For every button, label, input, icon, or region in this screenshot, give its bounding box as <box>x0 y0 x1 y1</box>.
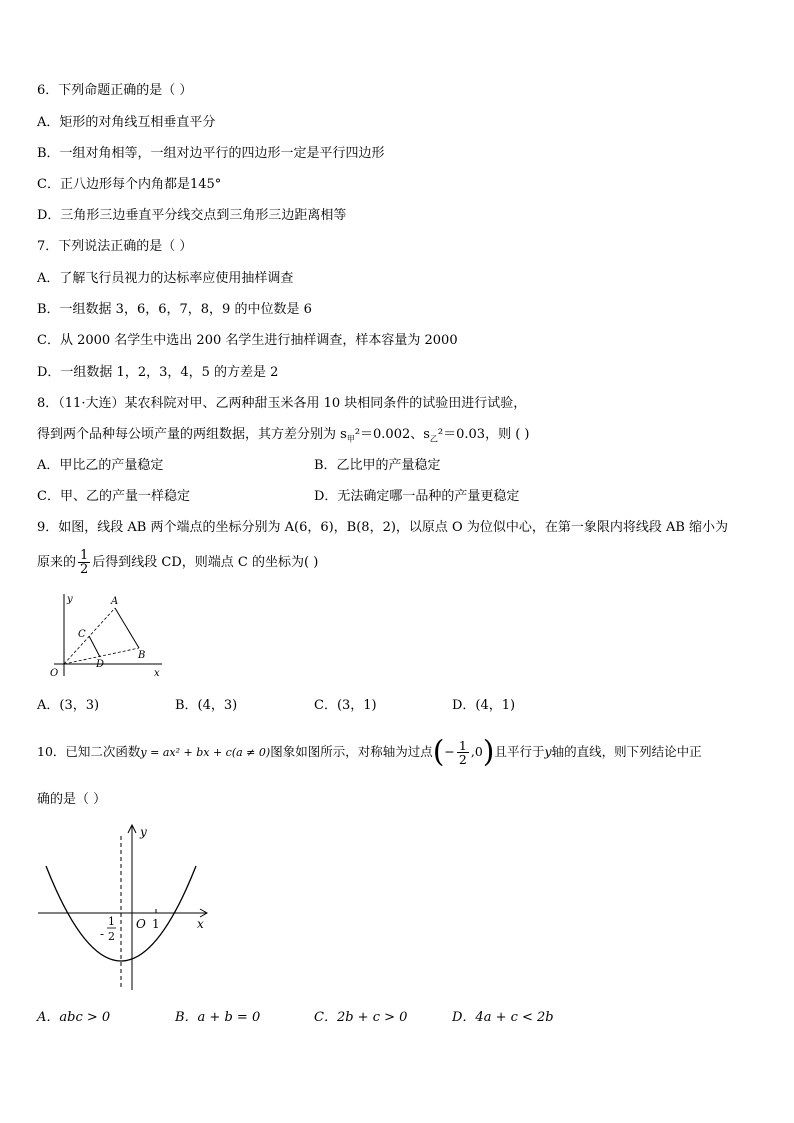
q9-stem-part1: 原来的 <box>37 555 77 570</box>
q8-sub-jia: 甲 <box>346 434 355 444</box>
q9-label-a: A <box>111 596 119 607</box>
q10-one-label: 1 <box>152 917 160 931</box>
q10-stem-part2: 图象如图所示，对称轴为过点 <box>270 744 433 759</box>
q8-stem-line1: 8．（11·大连）某农科院对甲、乙两种甜玉米各用 10 块相同条件的试验田进行试验， <box>37 396 527 411</box>
q9-fraction-denominator: 2 <box>80 562 89 577</box>
q10-y-label: y <box>140 825 147 839</box>
q10-option-a: A．abc > 0 <box>37 1010 111 1025</box>
q9-segment-cd <box>89 636 100 657</box>
q8-stem-line2 <box>37 426 530 449</box>
q10-point-numerator: 1 <box>458 738 467 753</box>
q9-x-label: x <box>154 668 160 679</box>
q10-stem-part3: 且平行于 <box>494 744 545 759</box>
q10-x-label: x <box>197 917 204 931</box>
q9-label-d: D <box>96 659 105 670</box>
q9-fraction-numerator: 1 <box>80 548 89 563</box>
q6-option-c: C．正八边形每个内角都是145° <box>37 177 222 192</box>
q8-option-c: C．甲、乙的产量一样稳定 <box>37 489 190 504</box>
q10-stem-part1: 10．已知二次函数 <box>37 744 141 759</box>
q6-option-b: B．一组对角相等，一组对边平行的四边形一定是平行四边形 <box>37 146 385 161</box>
q8-option-a: A．甲比乙的产量稳定 <box>37 458 164 473</box>
q7-option-b: B．一组数据 3，6，6，7，8，9 的中位数是 6 <box>37 302 312 317</box>
q9-label-c: C <box>78 629 86 640</box>
q8-stem-part2: ²＝0.002、s <box>354 427 430 442</box>
q10-formula: y = ax² + bx + c(a ≠ 0) <box>140 746 271 759</box>
q10-point-denominator: 2 <box>458 752 467 767</box>
q10-option-d: D．4a + c < 2b <box>452 1010 554 1025</box>
q9-label-o: O <box>50 668 59 679</box>
q10-paren-left: ( <box>432 734 445 770</box>
q8-stem-part3: ²＝0.03，则 ( ) <box>437 427 530 442</box>
q9-stem-line1: 9．如图，线段 AB 两个端点的坐标分别为 A(6，6)，B(8，2)，以原点 O 为位似中心，在第一象限内将线段 AB 缩小为 <box>37 520 729 535</box>
q8-option-b: B．乙比甲的产量稳定 <box>314 458 441 473</box>
q10-option-c: C．2b + c > 0 <box>314 1010 408 1025</box>
q9-option-c: C．(3，1) <box>314 698 377 713</box>
q8-sub-yi: 乙 <box>429 434 438 444</box>
q9-stem-line2 <box>37 548 318 578</box>
q10-paren-right: ) <box>482 734 495 770</box>
q10-point-zero: ,0 <box>470 744 483 759</box>
q10-stem-part4: 轴的直线，则下列结论中正 <box>551 744 702 759</box>
q7-stem: 7．下列说法正确的是（ ） <box>37 239 193 254</box>
q9-option-a: A．(3，3) <box>37 698 100 713</box>
q10-point-fraction <box>457 739 469 766</box>
q10-option-b: B．a + b = 0 <box>175 1010 261 1025</box>
q7-option-a: A．了解飞行员视力的达标率应使用抽样调查 <box>37 271 294 286</box>
q9-option-b: B．(4，3) <box>175 698 238 713</box>
q10-axis-var: y <box>544 744 552 759</box>
q8-option-d: D．无法确定哪一品种的产量更稳定 <box>314 489 520 504</box>
q9-figure <box>36 590 166 682</box>
q10-stem-line1 <box>37 734 702 771</box>
q6-stem: 6．下列命题正确的是（ ） <box>37 83 193 98</box>
q9-segment-ab <box>115 608 139 648</box>
q10-figure <box>36 822 212 992</box>
q9-label-b: B <box>138 650 146 661</box>
q8-stem-part1: 得到两个品种每公顷产量的两组数据，其方差分别为 s <box>37 427 347 442</box>
q10-point-minus: − <box>444 744 455 759</box>
q6-option-a: A．矩形的对角线互相垂直平分 <box>37 115 216 130</box>
q10-half-numerator: 1 <box>108 915 115 928</box>
q6-option-d: D．三角形三边垂直平分线交点到三角形三边距离相等 <box>37 208 347 223</box>
q9-y-label: y <box>67 594 73 605</box>
q7-option-c: C．从 2000 名学生中选出 200 名学生进行抽样调查，样本容量为 2000 <box>37 333 458 348</box>
q10-origin-label: O <box>136 917 146 931</box>
q9-stem-part2: 后得到线段 CD，则端点 C 的坐标为( ) <box>92 555 319 570</box>
q10-half-denominator: 2 <box>108 930 115 943</box>
q10-stem-line2: 确的是（ ） <box>37 792 107 807</box>
q9-option-d: D．(4，1) <box>452 698 516 713</box>
q10-neg-sign: - <box>100 927 105 941</box>
q9-fraction <box>78 549 90 576</box>
q7-option-d: D．一组数据 1，2，3，4，5 的方差是 2 <box>37 365 279 380</box>
